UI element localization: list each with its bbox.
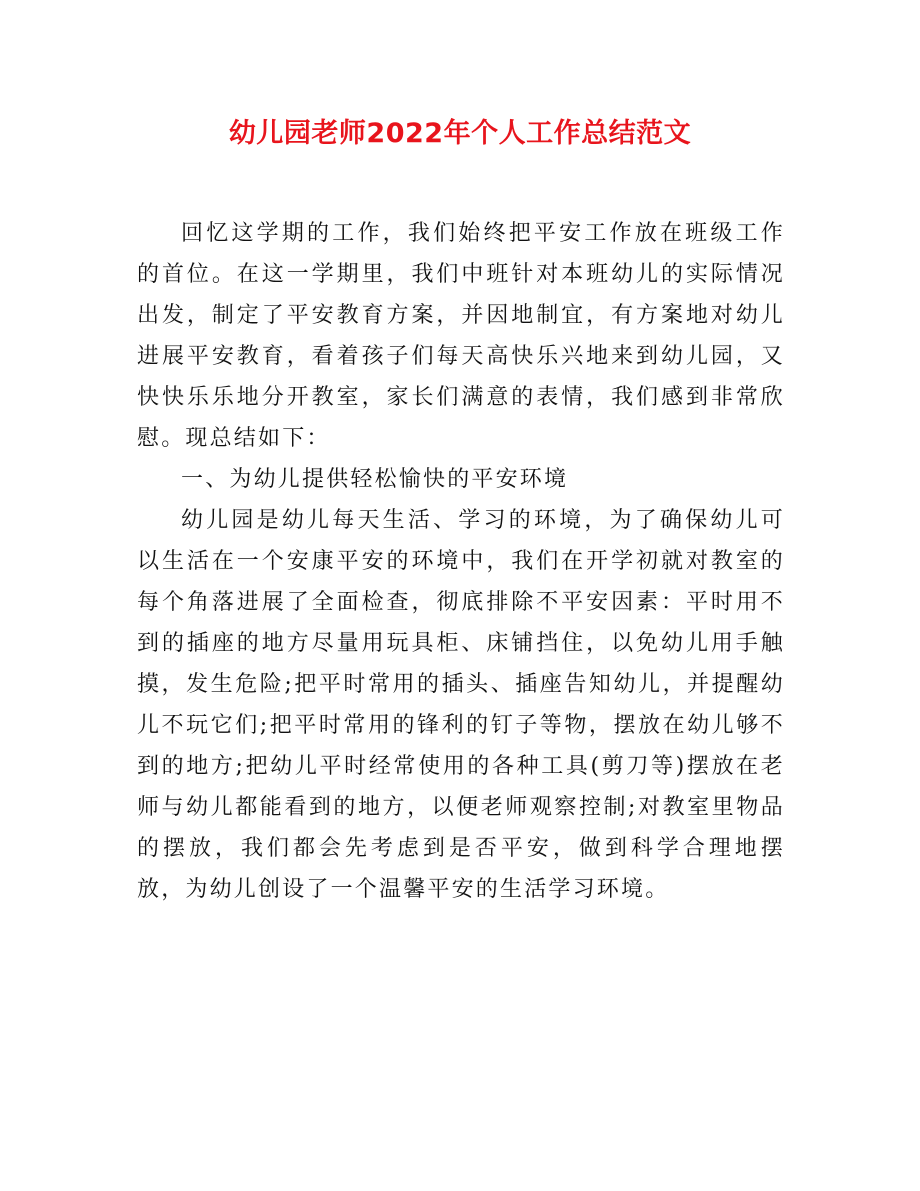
document-title: 幼儿园老师2022年个人工作总结范文 [228,118,692,149]
section-1-paragraph: 幼儿园是幼儿每天生活、学习的环境，为了确保幼儿可以生活在一个安康平安的环境中，我们在开学初就对教室的每个角落进展了全面检查，彻底排除不平安因素：平时用不到的插座的地方尽量用玩具柜、床铺挡住，以免幼儿用手触摸，发生危险;把平时常用的插头、插座告知幼儿，并提醒幼儿不玩它们;把平时常用的锋利的钉子等物，摆放在幼儿够不到的地方;把幼儿平时经常使用的各种工具(剪刀等)摆放在老师与幼儿都能看到的地方，以便老师观察控制;对教室里物品的摆放，我们都会先考虑到是否平安，做到科学合理地摆放，为幼儿创设了一个温馨平安的生活学习环境。 [137,508,785,902]
document-body [137,213,785,910]
intro-paragraph: 回忆这学期的工作，我们始终把平安工作放在班级工作的首位。在这一学期里，我们中班针对本班幼儿的实际情况出发，制定了平安教育方案，并因地制宜，有方案地对幼儿进展平安教育，看着孩子们每天高快乐兴地来到幼儿园，又快快乐乐地分开教室，家长们满意的表情，我们感到非常欣慰。现总结如下： [137,221,785,451]
section-heading-1: 一、为幼儿提供轻松愉快的平安环境 [181,467,569,492]
